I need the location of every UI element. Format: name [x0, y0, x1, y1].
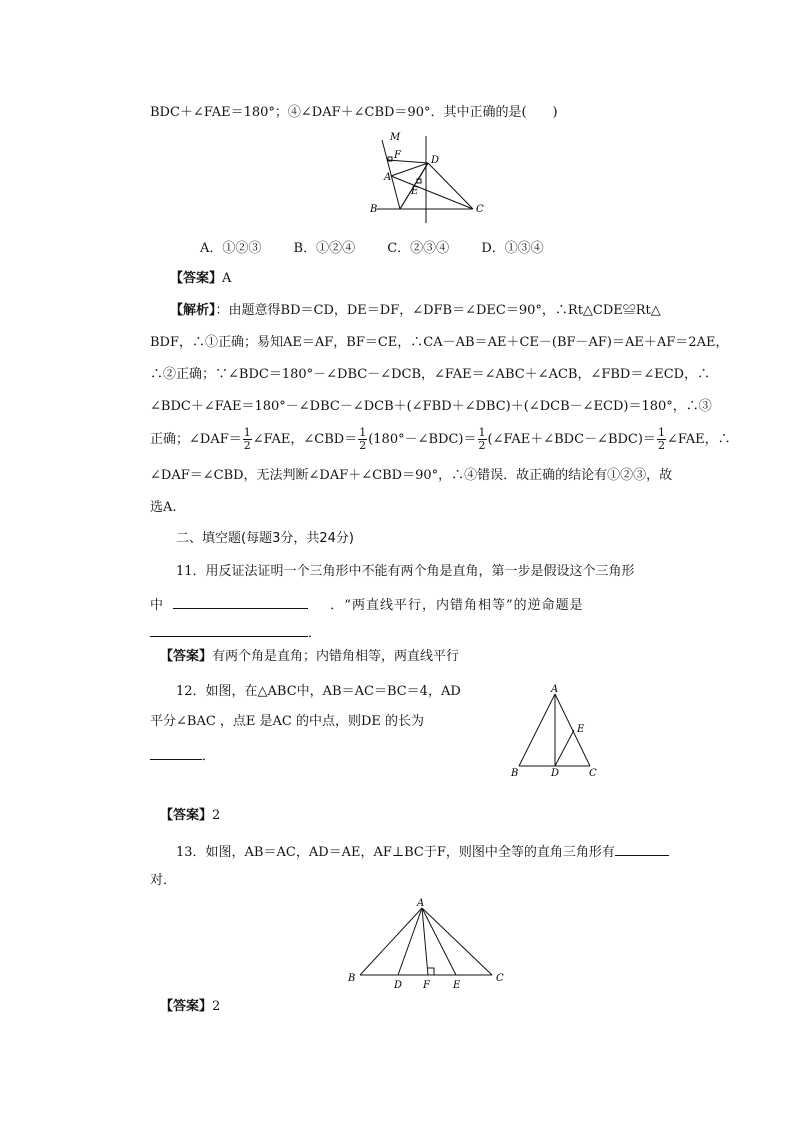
q10-options [200, 240, 544, 258]
q10-option-b: B．①②④ [293, 241, 356, 256]
q10-option-d: D．①③④ [481, 241, 544, 256]
q10-figure [360, 128, 500, 223]
q13-line-2: 对． [150, 873, 177, 888]
q13-label-C: C [496, 973, 504, 984]
q10-label-C: C [476, 204, 484, 215]
q13-label-A: A [417, 898, 425, 909]
q10-label-D: D [431, 155, 440, 166]
q12-answer-value: 2 [212, 808, 221, 823]
q12-blank[interactable] [150, 745, 202, 760]
fraction-half: $\frac{1}{2}$ [243, 426, 251, 452]
q13-line-1: 13．如图，AB＝AC，AD＝AE，AF⊥BC于F，则图中全等的直角三角形有 [176, 841, 669, 862]
q13-answer [160, 998, 220, 1016]
q10-analysis-line-6: ∠DAF＝∠CBD，无法判断∠DAF＋∠CBD＝90°，∴④错误．故正确的结论有①②③，故 [150, 468, 673, 483]
q10-analysis-line-4: ∠BDC＋∠FAE＝180°－∠DBC－∠DCB＋(∠FBD＋∠DBC)＋(∠DCB－∠ECD)＝180°，∴③ [150, 399, 712, 414]
q11-answer-label: 【答案】 [160, 649, 213, 664]
q11-answer [160, 648, 459, 666]
q10-answer-value: A [222, 271, 232, 286]
q11-line-1: 11．用反证法证明一个三角形中不能有两个角是直角，第一步是假设这个三角形 [176, 564, 635, 579]
q10-label-A: A [384, 172, 392, 183]
fraction-half: $\frac{1}{2}$ [657, 426, 665, 452]
q13-blank[interactable] [615, 841, 669, 856]
q11-blank-2[interactable] [150, 622, 308, 637]
section-heading-fill-blank: 二、填空题(每题3分，共24分) [176, 531, 354, 546]
q10-option-a: A．①②③ [200, 241, 262, 256]
q13-answer-label: 【答案】 [160, 999, 213, 1014]
q12-line-2: 平分∠BAC ，点E 是AC 的中点，则DE 的长为 [150, 714, 425, 729]
fraction-half: $\frac{1}{2}$ [359, 426, 367, 452]
q13-figure [340, 893, 510, 993]
q10-analysis-line-3: ∴②正确；∵∠BDC＝180°－∠DBC－∠DCB，∠FAE＝∠ABC＋∠ACB，∠FBD＝∠ECD，∴ [150, 367, 711, 382]
q10-option-c: C．②③④ [387, 241, 450, 256]
q10-analysis-frac-line: 正确；∠DAF＝ $\frac{1}{2}$ ∠FAE，∠CBD＝ $\frac{1}{2}$ (180°－∠BDC)＝ $\frac{1}{2}$ (∠FAE＋∠BDC－∠BDC)＝ $\frac{1}{2}$ ∠FAE，∴ [150, 426, 731, 452]
q12-label-C: C [589, 768, 597, 779]
q10-answer [170, 270, 231, 288]
q12-line-1: 12．如图，在△ABC中，AB＝AC＝BC＝4，AD [176, 684, 461, 699]
q11-line-3: ． [150, 622, 321, 643]
q10-stem-tail: BDC＋∠FAE＝180°；④∠DAF＋∠CBD＝90°．其中正确的是( ) [150, 105, 558, 120]
q13-label-E: E [453, 980, 461, 991]
q12-answer [160, 807, 220, 825]
q11-line-2: 中 ．“两直线平行，内错角相等”的逆命题是 [150, 594, 584, 615]
q10-analysis-line-7: 选A. [150, 500, 177, 515]
q12-label-B: B [511, 768, 519, 779]
fraction-half: $\frac{1}{2}$ [478, 426, 486, 452]
q13-answer-value: 2 [212, 999, 221, 1014]
q10-analysis-line-1: 【解析】：由题意得BD＝CD，DE＝DF，∠DFB＝∠DEC＝90°，∴Rt△CDE≌Rt△ [170, 303, 661, 318]
q10-label-F: F [394, 150, 401, 161]
q10-answer-label: 【答案】 [170, 271, 223, 286]
q10-label-E: E [411, 186, 419, 197]
q13-label-B: B [348, 973, 356, 984]
q12-label-A: A [551, 684, 559, 695]
q13-label-F: F [423, 980, 430, 991]
q12-label-E: E [577, 724, 585, 735]
q10-analysis-label: 【解析】 [170, 303, 216, 318]
q12-line-3: ． [150, 745, 215, 766]
q12-figure [505, 684, 605, 780]
q10-label-M: M [390, 132, 401, 143]
q11-answer-value: 有两个角是直角；内错角相等，两直线平行 [212, 649, 460, 664]
q13-label-D: D [394, 980, 403, 991]
q12-answer-label: 【答案】 [160, 808, 213, 823]
q11-blank-1[interactable] [173, 594, 308, 609]
q10-label-B: B [370, 204, 378, 215]
q10-analysis-line-2: BDF，∴①正确；易知AE＝AF，BF＝CE，∴CA－AB＝AE＋CE－(BF－AF)＝AE＋AF＝2AE， [150, 335, 729, 350]
q12-label-D: D [551, 768, 560, 779]
